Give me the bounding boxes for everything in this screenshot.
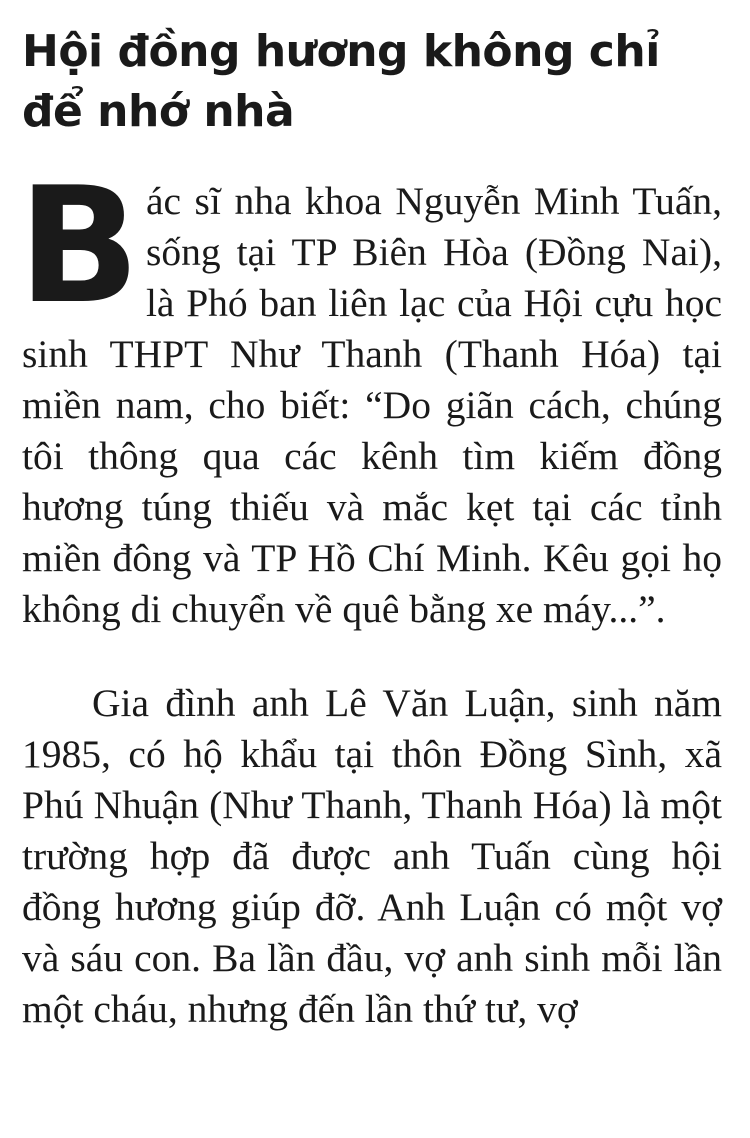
drop-cap: B xyxy=(18,152,140,339)
paragraph-1-text: ác sĩ nha khoa Nguyễn Minh Tuấn, sống tại TP Biên Hòa (Đồng Nai), là Phó ban liên lạc của Hội cựu học sinh THPT Như Thanh (Thanh Hóa) tại miền nam, cho biết: “Do giãn cách, chúng tôi thông qua các kênh tìm kiếm đồng hương túng thiếu và mắc kẹt tại các tỉnh miền đông và TP Hồ Chí Minh. Kêu gọi họ không di chuyển về quê bằng xe máy...”. xyxy=(22,179,722,631)
article-paragraph-1 xyxy=(18,152,722,635)
article-headline: Hội đồng hương không chỉ để nhớ nhà xyxy=(22,26,660,137)
article-paragraph-2 xyxy=(22,678,722,1035)
article xyxy=(18,22,722,1035)
paragraph-2-text: Gia đình anh Lê Văn Luận, sinh năm 1985, có hộ khẩu tại thôn Đồng Sình, xã Phú Nhuận (Như Thanh, Thanh Hóa) là một trường hợp đã được anh Tuấn cùng hội đồng hương giúp đỡ. Anh Luận có một vợ và sáu con. Ba lần đầu, vợ anh sinh mỗi lần một cháu, nhưng đến lần thứ tư, vợ xyxy=(22,681,722,1031)
